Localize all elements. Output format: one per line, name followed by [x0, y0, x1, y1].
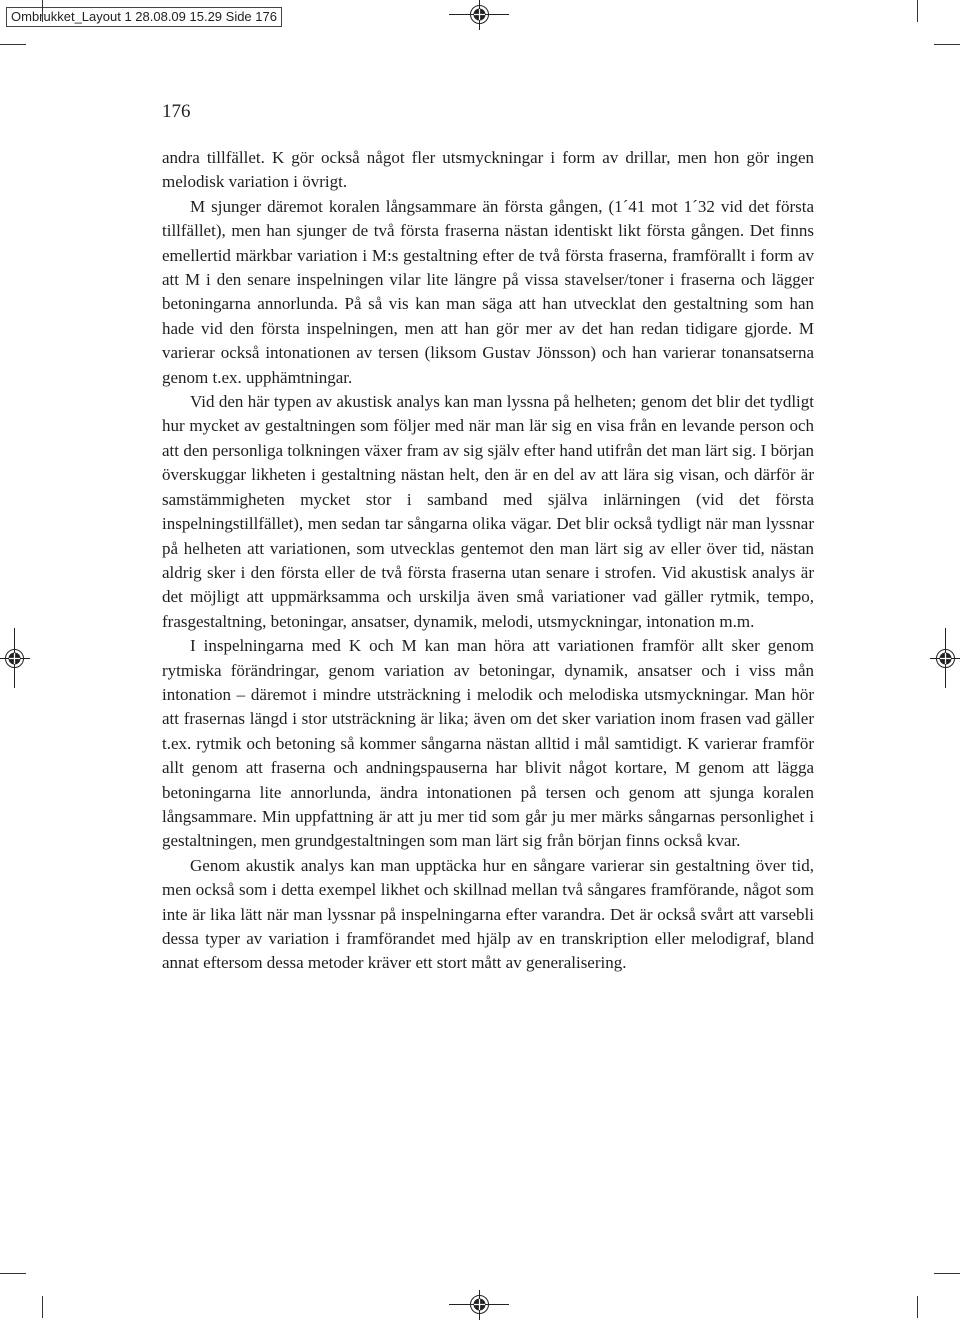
registration-mark-top [449, 0, 509, 30]
printer-slug: Ombrukket_Layout 1 28.08.09 15.29 Side 176 [6, 7, 282, 27]
paragraph: Vid den här typen av akustisk analys kan man lyssna på helheten; genom det blir det tydligt hur mycket av gestaltningen som följer med när man lär sig en visa från en levande person och att den personliga tolkningen växer fram av sig själv efter hand utifrån det man lärt sig. I början överskuggar likheten i gestaltning nästan helt, den är en del av att lära sig visan, och därför är samstämmigheten mycket stor i samband med själva inlärningen (vid det första inspelningstillfället), men sedan tar sångarna olika vägar. Det blir också tydligt när man lyssnar på helheten att variationen, som utvecklas gentemot den man lärt sig av eller över tid, nästan aldrig sker i den första eller de två första fraserna utan senare i strofen. Vid akustisk analys är det möjligt att uppmärksamma och urskilja även små variationer vad gäller rytmik, tempo, frasgestaltning, betoningar, ansatser, dynamik, melodi, utsmyckningar, intonation m.m. [162, 392, 814, 631]
page-number: 176 [162, 101, 191, 122]
registration-mark-bottom [449, 1290, 509, 1320]
registration-mark-left [0, 628, 30, 688]
registration-mark-right [930, 628, 960, 688]
paragraph: I inspelningarna med K och M kan man höra att variationen framför allt sker genom rytmiska förändringar, genom variation av betoningar, dynamik, ansatser och i viss mån intonation – däremot i mindre utsträckning i melodik och melodiska utsmyckningar. Man hör att frasernas längd i stor utsträckning är lika; även om det sker variation inom frasen vad gäller t.ex. rytmik och betoning så kommer sångarna nästan alltid i mål samtidigt. K varierar framför allt genom att fraserna och andningspauserna har blivit något kortare, M genom att lägga betoningarna lite annorlunda, ändra intonationen på tersen och genom att sjunga koralen långsammare. Min uppfattning är att ju mer tid som går ju mer märks sångarnas personlighet i gestaltningen, men grundgestaltningen som man lärt sig från början finns också kvar. [162, 636, 814, 851]
paragraph: Genom akustik analys kan man upptäcka hur en sångare varierar sin gestaltning över tid, men också som i detta exempel likhet och skillnad mellan två sångares framförande, något som inte är lika lätt när man lyssnar på inspelningarna efter varandra. Det är också svårt att varsebli dessa typer av variation i framförandet med hjälp av en transkription eller melodigraf, bland annat eftersom dessa metoder kräver ett stort mått av generalisering. [162, 855, 814, 973]
body-text [162, 146, 814, 976]
paragraph: andra tillfället. K gör också något fler utsmyckningar i form av drillar, men hon gör ingen melodisk variation i övrigt. [162, 148, 814, 192]
paragraph: M sjunger däremot koralen långsammare än första gången, (1´41 mot 1´32 vid det första tillfället), men han sjunger de två första fraserna nästan identiskt likt första gången. Det finns emellertid märkbar variation i M:s gestaltning efter de två första fraserna, framförallt i form av att M i den senare inspelningen vilar lite längre på vissa stavelser/toner i fraserna och lägger betoningarna annorlunda. På så vis kan man säga att han utvecklat den gestaltning som han hade vid den första inspelningen, men att han gör mer av det han redan tidigare gjorde. M varierar också intonationen av tersen (liksom Gustav Jönsson) och han varierar tonansatserna genom t.ex. upphämtningar. [162, 196, 814, 387]
